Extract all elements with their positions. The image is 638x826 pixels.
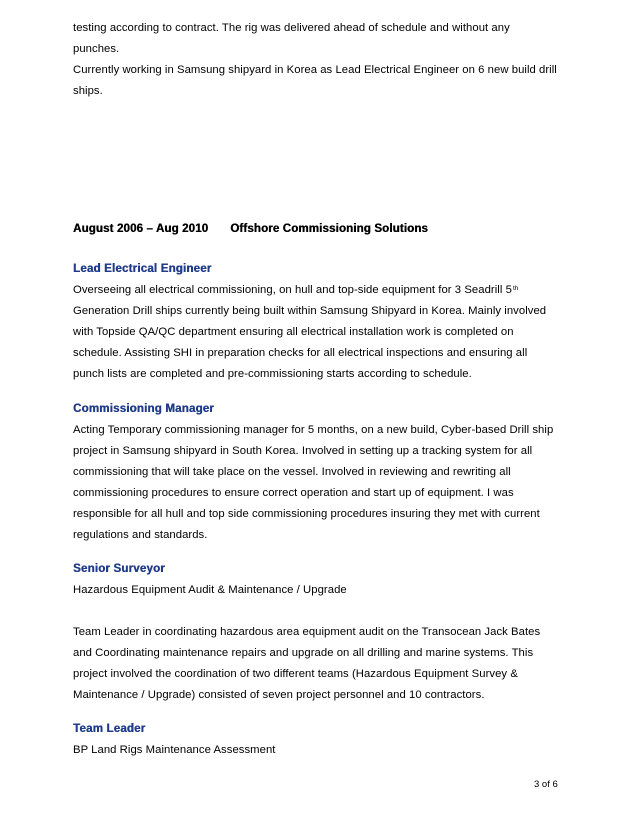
role-description-line: schedule. Assisting SHI in preparation checks for all electrical inspections and ensuring all [73, 347, 528, 359]
page-number: 3 of 6 [534, 779, 558, 790]
role-title: Commissioning Manager [73, 403, 214, 415]
role-subtitle: BP Land Rigs Maintenance Assessment [73, 744, 276, 756]
ordinal-superscript: th [512, 285, 519, 292]
role-description-line: Maintenance / Upgrade) consisted of seven project personnel and 10 contractors. [73, 689, 485, 701]
role-title: Lead Electrical Engineer [73, 263, 212, 275]
employment-dates: August 2006 – Aug 2010 [73, 223, 209, 235]
paragraph-line: testing according to contract. The rig was delivered ahead of schedule and without any [73, 22, 510, 34]
role-description-line: Acting Temporary commissioning manager for 5 months, on a new build, Cyber-based Drill ship [73, 424, 554, 436]
role-title: Senior Surveyor [73, 563, 165, 575]
paragraph-line: Currently working in Samsung shipyard in Korea as Lead Electrical Engineer on 6 new build drill [73, 64, 557, 76]
paragraph-line: ships. [73, 85, 103, 97]
role-description-line: responsible for all hull and top side commissioning procedures insuring they met with current [73, 508, 540, 520]
employment-company: Offshore Commissioning Solutions [230, 223, 428, 235]
role-description-line: Team Leader in coordinating hazardous area equipment audit on the Transocean Jack Bates [73, 626, 541, 638]
role-description-line: and Coordinating maintenance repairs and upgrade on all drilling and marine systems. This [73, 647, 534, 659]
role-subtitle: Hazardous Equipment Audit & Maintenance / Upgrade [73, 584, 347, 596]
role-description-line: Generation Drill ships currently being built within Samsung Shipyard in Korea. Mainly involved [73, 305, 547, 317]
role-description-line: commissioning that will take place on the vessel. Involved in reviewing and rewriting all [73, 466, 511, 478]
role-description-line: with Topside QA/QC department ensuring all electrical installation work is completed on [73, 326, 514, 338]
role-description-line: commissioning procedures to ensure correct operation and start up of equipment. I was [73, 487, 514, 499]
employment-heading [73, 222, 428, 236]
role-description-line: punch lists are completed and pre-commissioning starts according to schedule. [73, 368, 472, 380]
role-line-text: Overseeing all electrical commissioning, on hull and top-side equipment for 3 Seadrill 5 [73, 284, 512, 296]
role-description-line: regulations and standards. [73, 529, 208, 541]
role-title: Team Leader [73, 723, 146, 735]
paragraph-line: punches. [73, 43, 120, 55]
role-description-line: project in Samsung shipyard in South Korea. Involved in setting up a tracking system for all [73, 445, 533, 457]
role-description-line [73, 283, 518, 299]
role-description-line: project involved the coordination of two different teams (Hazardous Equipment Survey & [73, 668, 518, 680]
